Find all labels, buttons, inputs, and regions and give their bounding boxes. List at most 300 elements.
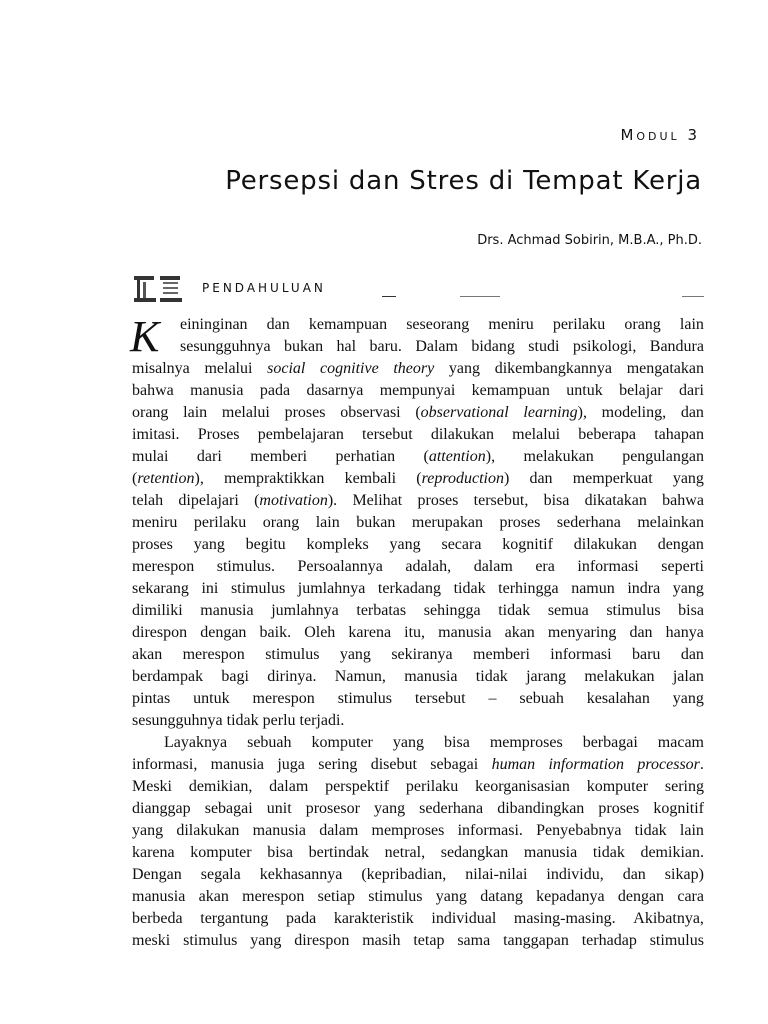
word <box>422 470 510 487</box>
text-line <box>132 820 704 842</box>
section-rule <box>460 296 500 297</box>
text-line <box>132 578 704 600</box>
word: sesungguhnya <box>180 338 271 355</box>
word: melakukan <box>523 448 594 465</box>
word <box>259 492 337 509</box>
word: macam <box>657 734 704 751</box>
word: ), <box>577 404 587 421</box>
word: jumlahnya <box>297 580 366 597</box>
word: sering <box>664 778 704 795</box>
word: dalam <box>269 778 309 795</box>
word: melalui <box>221 404 270 421</box>
word: ), <box>485 448 496 465</box>
word: yang <box>672 580 704 597</box>
module-title: Persepsi dan Stres di Tempat Kerja <box>225 166 702 196</box>
text-line <box>132 314 704 336</box>
text-line <box>132 600 704 622</box>
text-line <box>132 468 704 490</box>
word: perilaku <box>552 316 606 333</box>
word: kekhasannya <box>259 866 343 883</box>
word: perilaku <box>193 514 247 531</box>
text-line <box>132 930 704 952</box>
word: tidak <box>453 580 486 597</box>
word: lain <box>315 514 340 531</box>
word: stimulus <box>606 602 661 619</box>
word: berdampak <box>132 668 204 685</box>
word: sekarang <box>132 580 189 597</box>
word: seperti <box>661 558 704 575</box>
text-line <box>132 798 704 820</box>
word: ( <box>132 470 138 487</box>
word: sebuah <box>519 690 564 707</box>
word: demikian, <box>188 778 253 795</box>
section-rule <box>682 296 704 297</box>
word: yang <box>339 646 371 663</box>
section-header <box>132 274 704 304</box>
book-stamp-icon <box>132 274 184 304</box>
word: tersebut, <box>473 492 529 509</box>
word <box>254 490 337 512</box>
word: bertindak <box>308 844 370 861</box>
word: tanggapan <box>503 932 569 949</box>
word: orang <box>132 404 169 421</box>
text-line <box>132 864 704 886</box>
word: merespon <box>242 888 305 905</box>
word: mempunyai <box>379 382 456 399</box>
word: – <box>488 690 497 707</box>
word: pembelajaran <box>257 426 344 443</box>
word: hal <box>336 338 357 355</box>
word: perlu <box>262 712 296 729</box>
author-name: Drs. Achmad Sobirin, M.B.A., Ph.D. <box>477 233 702 248</box>
word: sederhana <box>419 800 484 817</box>
word: kepadanya <box>536 888 605 905</box>
word: dilakukan <box>573 536 637 553</box>
text-line <box>132 402 704 424</box>
word: Dalam <box>415 338 458 355</box>
word: yang <box>389 536 421 553</box>
drop-cap: K <box>130 312 160 361</box>
word: psikologi, <box>572 338 637 355</box>
word: bahwa <box>132 382 174 399</box>
word: seseorang <box>406 316 470 333</box>
word: reproduction <box>421 470 504 487</box>
word: bagi <box>221 668 249 685</box>
word: pengulangan <box>622 448 704 465</box>
word: mempraktikkan <box>223 470 325 487</box>
section-title: PENDAHULUAN <box>202 281 326 295</box>
word: Meski <box>132 778 172 795</box>
word: ini <box>201 580 219 597</box>
text-line <box>132 512 704 534</box>
word: eininginan <box>180 316 248 333</box>
word: terbatas <box>356 602 407 619</box>
word: komputer <box>586 778 649 795</box>
word: sesungguhnya <box>132 712 223 729</box>
word: merupakan <box>411 514 483 531</box>
word: keorganisasian <box>475 778 570 795</box>
word: dan <box>266 316 290 333</box>
word: adalah, <box>405 558 452 575</box>
word: stimulus. <box>216 558 275 575</box>
word: karakteristik <box>333 910 414 927</box>
word: dikatakan <box>584 492 647 509</box>
text-line <box>132 666 704 688</box>
word: prosesor <box>305 800 360 817</box>
word: dibandingkan <box>497 800 585 817</box>
word: dan <box>680 404 704 421</box>
word: dipelajari <box>178 492 239 509</box>
word: dilakukan <box>176 822 240 839</box>
word: juga <box>277 756 305 773</box>
word: manusia <box>210 756 264 773</box>
word: nilai-nilai <box>465 866 528 883</box>
word: telah <box>132 492 164 509</box>
text-line <box>132 622 704 644</box>
word: kognitif <box>653 800 704 817</box>
word: tersebut <box>362 426 413 443</box>
word <box>415 402 508 424</box>
text-line <box>132 886 704 908</box>
text-line <box>132 336 704 358</box>
word: disebut <box>370 756 417 773</box>
word: belajar <box>619 382 663 399</box>
word: dikembangkannya <box>494 360 613 377</box>
word: terhingga <box>498 580 559 597</box>
text-line <box>132 556 704 578</box>
word: dari <box>679 382 704 399</box>
text-line <box>132 688 704 710</box>
word: (kepribadian, <box>361 866 447 883</box>
word: studi <box>528 338 560 355</box>
word: dianggap <box>132 800 191 817</box>
word: setiap <box>317 888 355 905</box>
word: sering <box>318 756 358 773</box>
word: semua <box>547 602 589 619</box>
word: informasi <box>577 558 639 575</box>
word: tersebut <box>414 690 466 707</box>
text-line <box>132 710 704 732</box>
word: perspektif <box>325 778 390 795</box>
word <box>137 470 204 487</box>
text-line <box>132 754 704 776</box>
word: dilakukan <box>430 426 494 443</box>
word: Dengan <box>132 866 182 883</box>
word: yang <box>132 822 164 839</box>
word: yang <box>193 536 225 553</box>
word: Persoalannya <box>297 558 383 575</box>
word: masih <box>362 932 401 949</box>
word: dengan <box>200 624 247 641</box>
word: dengan <box>617 888 665 905</box>
word: jumlahnya <box>271 602 339 619</box>
word: retention <box>137 470 195 487</box>
word: dan <box>680 646 704 663</box>
word: netral, <box>384 844 426 861</box>
word: yang <box>672 470 704 487</box>
word: stimulus <box>183 932 238 949</box>
word: Bandura <box>649 338 704 355</box>
text-line <box>132 424 704 446</box>
word: menyaring <box>547 624 617 641</box>
word: perhatian <box>335 448 396 465</box>
word: dan <box>529 470 553 487</box>
word: yang <box>392 734 424 751</box>
word: manusia <box>132 888 186 905</box>
word: individual <box>431 910 497 927</box>
word: memproses <box>371 822 445 839</box>
word: untuk <box>193 690 230 707</box>
word: stimulus <box>368 888 423 905</box>
word: Akibatnya, <box>633 910 704 927</box>
word: proses <box>417 492 459 509</box>
word: meski <box>132 932 171 949</box>
text-line <box>132 732 704 754</box>
word: kognitif <box>502 536 553 553</box>
text-line <box>132 776 704 798</box>
word: merespon <box>182 646 245 663</box>
word: cara <box>677 888 704 905</box>
word: direspon <box>294 932 350 949</box>
word: Namun, <box>334 668 386 685</box>
word: tidak <box>475 668 508 685</box>
word: tidak <box>226 712 259 729</box>
word: berbagai <box>582 734 638 751</box>
word <box>132 468 204 490</box>
word: segala <box>200 866 241 883</box>
word: yang <box>672 690 704 707</box>
word: Layaknya <box>164 734 228 751</box>
word: informasi, <box>132 756 198 773</box>
word: hanya <box>665 624 704 641</box>
word: informasi <box>550 646 612 663</box>
word: dengan <box>657 536 704 553</box>
word: ), <box>194 470 204 487</box>
word: begitu <box>245 536 286 553</box>
word: bisa <box>543 492 570 509</box>
word: mengatakan <box>626 360 704 377</box>
word: bahwa <box>662 492 704 509</box>
word: stimulus <box>230 580 286 597</box>
word: yang <box>435 888 467 905</box>
section-rule <box>382 296 396 297</box>
word: bisa <box>267 844 293 861</box>
word: tidak <box>634 822 667 839</box>
word: melainkan <box>637 514 704 531</box>
word: bisa <box>678 602 704 619</box>
module-label: Modul 3 <box>620 126 700 144</box>
word: baik. <box>259 624 292 641</box>
word: mulai <box>132 448 169 465</box>
word: terkadang <box>377 580 441 597</box>
word: unit <box>266 800 292 817</box>
word: meniru <box>488 316 534 333</box>
word: sedangkan <box>440 844 509 861</box>
word: dalam <box>473 558 513 575</box>
text-line <box>132 644 704 666</box>
word: beberapa <box>578 426 637 443</box>
word: individu, <box>546 866 604 883</box>
word: direspon <box>132 624 188 641</box>
word: kesalahan <box>586 690 650 707</box>
word: kemampuan <box>308 316 388 333</box>
word: orang <box>624 316 661 333</box>
word: ( <box>254 492 260 509</box>
word: stimulus <box>649 932 704 949</box>
word: stimulus <box>265 646 320 663</box>
word <box>429 448 495 465</box>
word: bisa <box>444 734 470 751</box>
word: sikap) <box>664 866 704 883</box>
word: indra <box>627 580 661 597</box>
word: cognitive <box>320 360 379 377</box>
word: manusia <box>438 624 492 641</box>
word: processor <box>637 756 700 773</box>
word: untuk <box>566 382 603 399</box>
word: melalui <box>512 426 561 443</box>
word: akan <box>132 646 163 663</box>
word: akan <box>198 888 229 905</box>
word: ) <box>503 470 510 487</box>
word: observational <box>420 404 509 421</box>
word: ( <box>416 470 422 487</box>
word: demikian. <box>640 844 704 861</box>
word: kemampuan <box>471 382 550 399</box>
word: Melihat <box>352 492 403 509</box>
word: berbeda <box>132 910 183 927</box>
text-line <box>132 534 704 556</box>
word: manusia <box>404 668 458 685</box>
word: . <box>699 756 704 773</box>
word: human <box>491 756 536 773</box>
word: karena <box>132 844 175 861</box>
word: Oleh <box>304 624 336 641</box>
word: kompleks <box>306 536 369 553</box>
text-line <box>132 908 704 930</box>
word: terhadap <box>581 932 637 949</box>
word: melalui <box>204 360 253 377</box>
word: itu, <box>404 624 426 641</box>
word: tetap <box>413 932 445 949</box>
word: information <box>548 756 625 773</box>
word: memproses <box>489 734 563 751</box>
word: jalan <box>672 668 704 685</box>
word: theory <box>393 360 435 377</box>
text-line <box>132 842 704 864</box>
word: bidang <box>471 338 515 355</box>
word: perilaku <box>405 778 459 795</box>
word: proses <box>284 404 326 421</box>
word: sama <box>457 932 491 949</box>
word <box>637 754 704 776</box>
word: kembali <box>344 470 397 487</box>
text-line <box>132 380 704 402</box>
word: sekiranya <box>391 646 453 663</box>
word: dari <box>196 448 222 465</box>
word: motivation <box>259 492 328 509</box>
word: memberi <box>250 448 308 465</box>
word: tahapan <box>654 426 704 443</box>
word: tidak <box>498 602 531 619</box>
word: bukan <box>356 514 396 531</box>
word: namun <box>571 580 615 597</box>
word: lain <box>183 404 208 421</box>
word: stimulus <box>337 690 392 707</box>
word: komputer <box>311 734 373 751</box>
word: sebuah <box>247 734 292 751</box>
word: ( <box>423 448 429 465</box>
word: meniru <box>132 514 178 531</box>
word: dasarnya <box>306 382 364 399</box>
word: dan <box>622 866 646 883</box>
word: pada <box>259 382 291 399</box>
word: komputer <box>190 844 252 861</box>
word: tidak <box>592 844 625 861</box>
word: datang <box>480 888 523 905</box>
word: yang <box>448 360 481 377</box>
word: manusia <box>523 844 578 861</box>
word: baru. <box>369 338 402 355</box>
text-line <box>132 490 704 512</box>
body-text <box>132 314 704 952</box>
word: dalam <box>319 822 359 839</box>
word: sederhana <box>556 514 621 531</box>
word: orang <box>262 514 300 531</box>
word: terjadi. <box>299 712 345 729</box>
word: yang <box>250 932 282 949</box>
word: Penyebabnya <box>536 822 622 839</box>
word: imitasi. <box>132 426 180 443</box>
word: manusia <box>252 822 306 839</box>
word: learning <box>523 404 578 421</box>
word: tergantung <box>200 910 269 927</box>
word: dimiliki <box>132 602 183 619</box>
word: proses <box>132 536 173 553</box>
word: merespon <box>252 690 315 707</box>
word: melakukan <box>584 668 655 685</box>
word: era <box>535 558 555 575</box>
word: pada <box>286 910 317 927</box>
word: masing-masing. <box>513 910 616 927</box>
word: manusia <box>190 382 244 399</box>
word: sebagai <box>430 756 479 773</box>
word: Proses <box>197 426 240 443</box>
word: informasi. <box>457 822 523 839</box>
word: merespon <box>132 558 195 575</box>
word: memperkuat <box>572 470 653 487</box>
word: karena <box>348 624 392 641</box>
word: memberi <box>473 646 530 663</box>
word: dirinya. <box>267 668 317 685</box>
word <box>523 402 587 424</box>
text-line <box>132 446 704 468</box>
word: lain <box>679 316 704 333</box>
word: jarang <box>526 668 567 685</box>
word: ). <box>327 492 338 509</box>
word: yang <box>374 800 406 817</box>
word: manusia <box>200 602 254 619</box>
word: baru <box>632 646 661 663</box>
word: proses <box>598 800 640 817</box>
word: bukan <box>284 338 324 355</box>
word: sehingga <box>423 602 481 619</box>
word: ( <box>415 404 421 421</box>
word: observasi <box>340 404 401 421</box>
text-line <box>132 358 704 380</box>
word: modeling, <box>601 404 667 421</box>
word: secara <box>441 536 482 553</box>
word: misalnya <box>132 360 190 377</box>
